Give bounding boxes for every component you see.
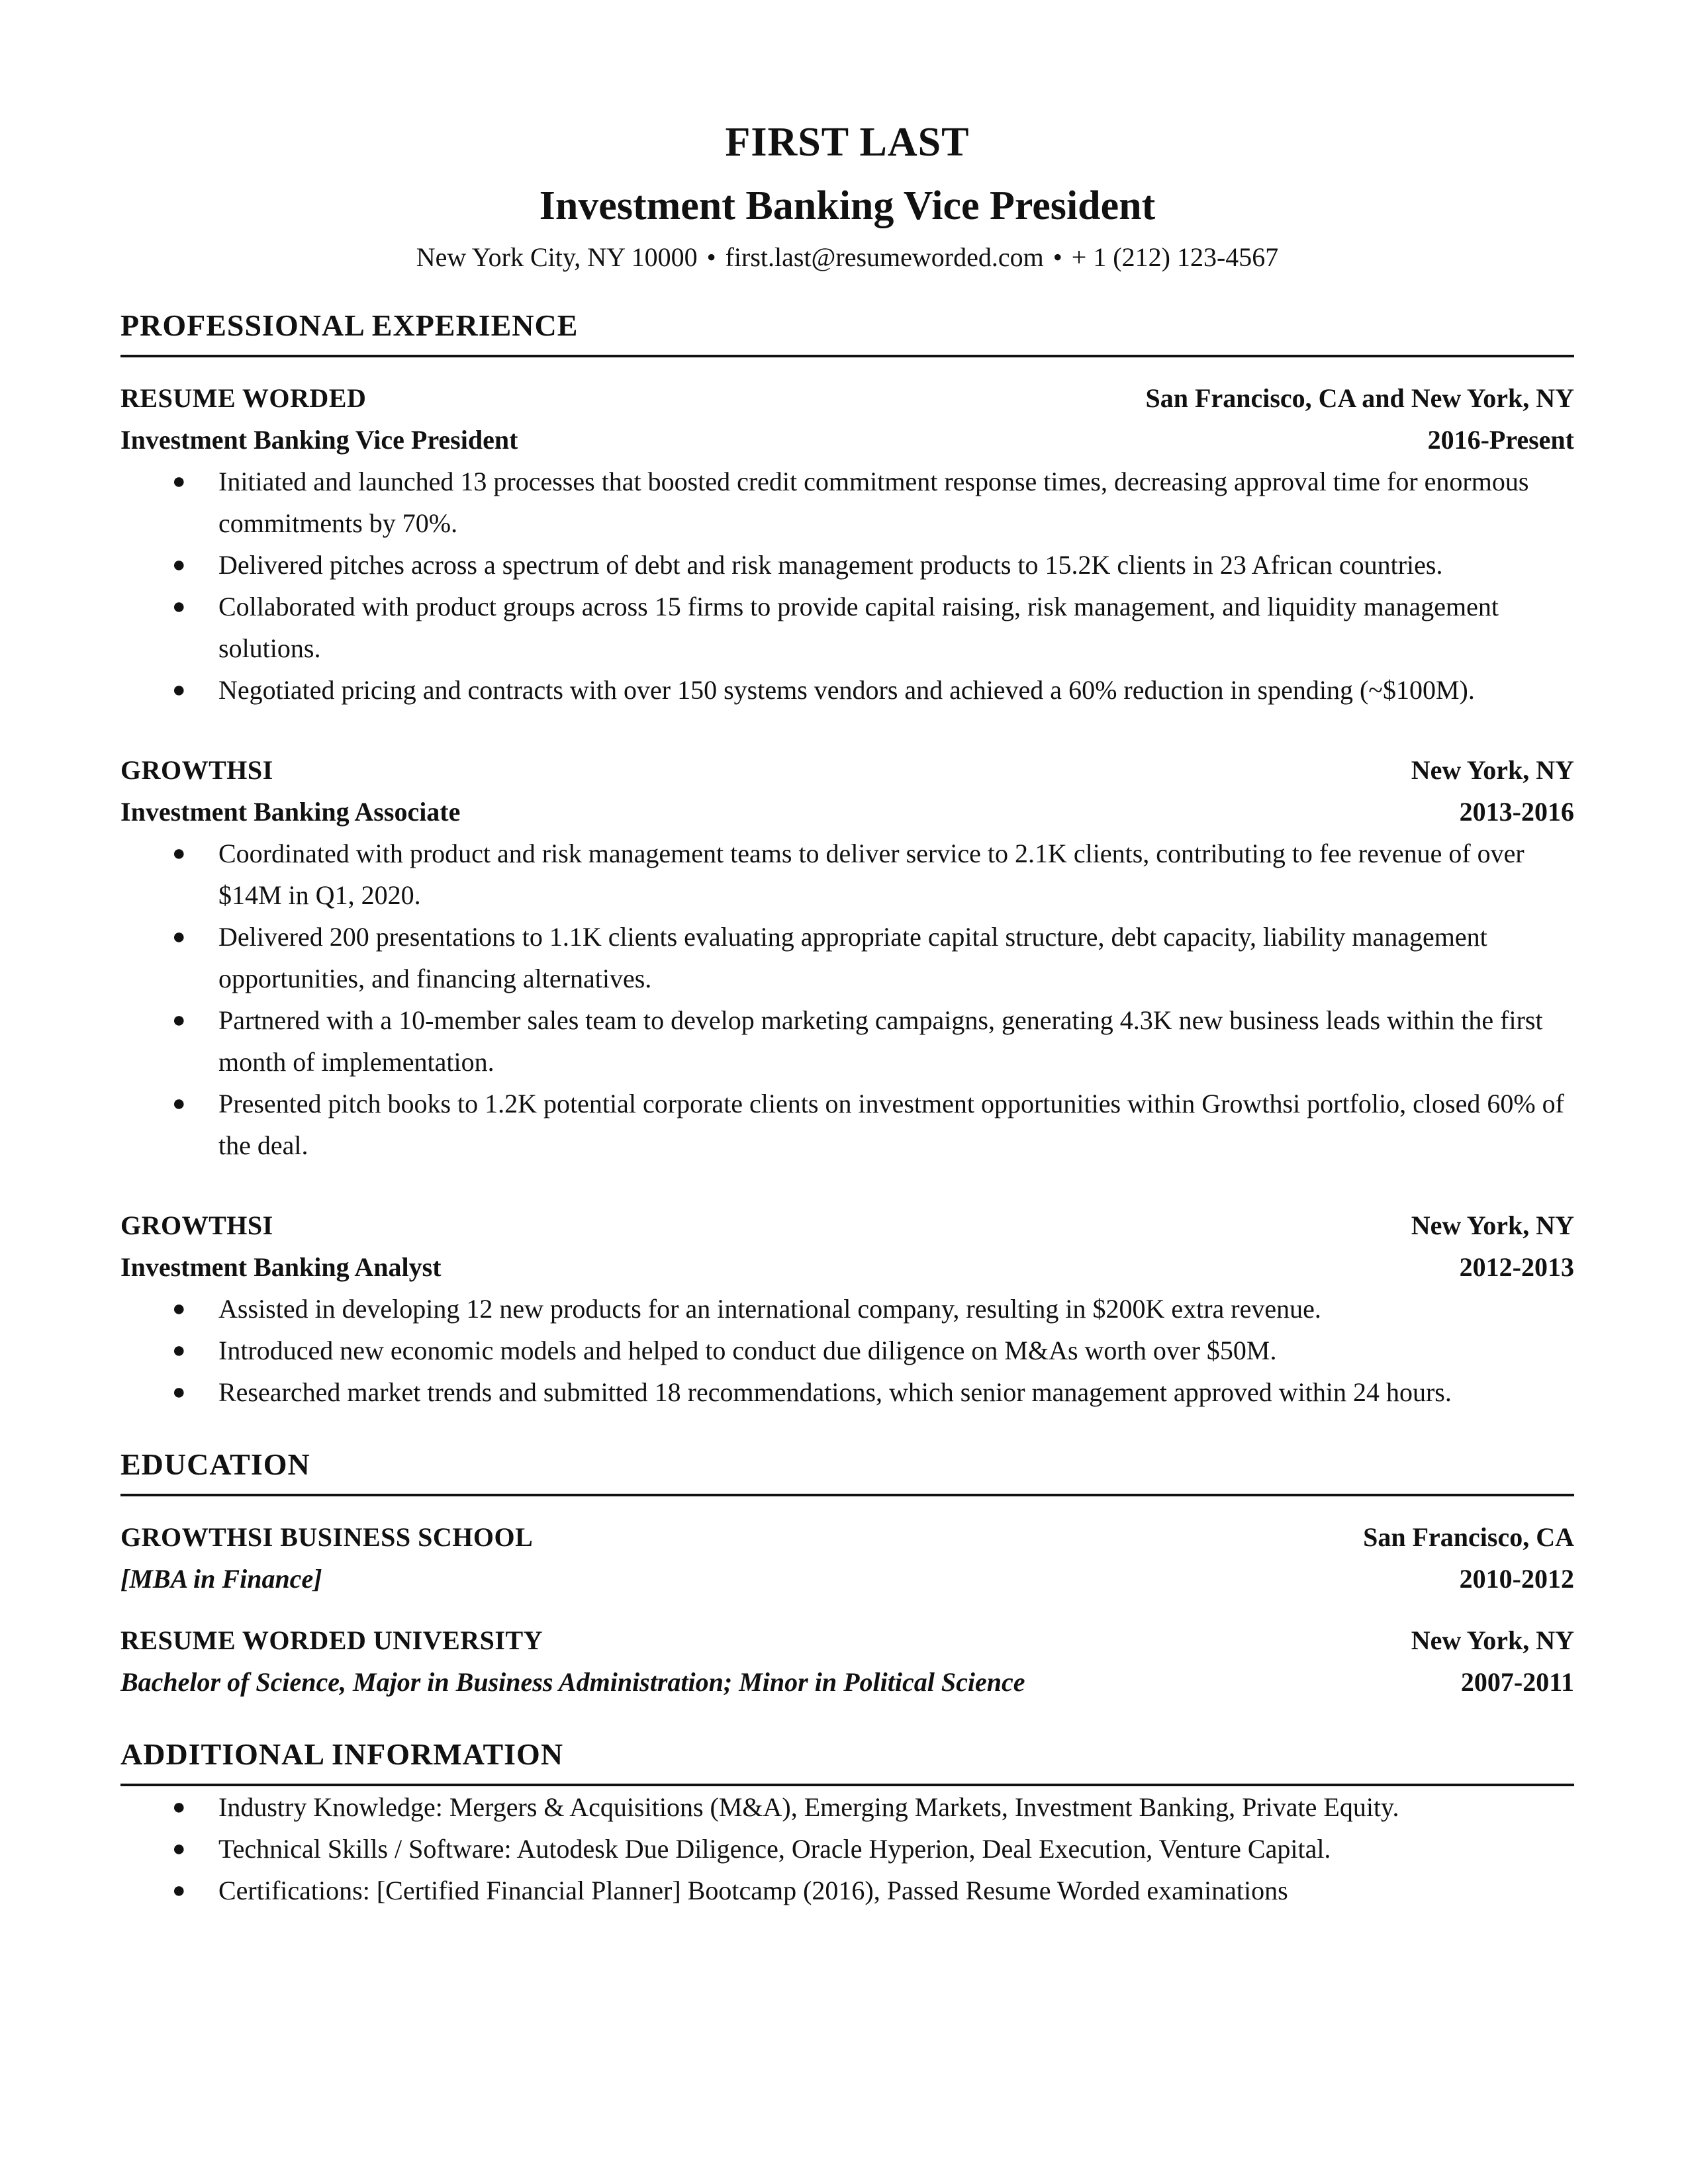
job-dates: 2013-2016 — [1459, 797, 1574, 827]
contact-phone[interactable]: + 1 (212) 123-4567 — [1071, 242, 1279, 272]
bullet-icon: ● — [172, 1008, 186, 1032]
bullet-text: Partnered with a 10-member sales team to develop marketing campaigns, generating 4.3K new business leads within the first month of implementation. — [218, 1005, 1543, 1077]
job-role: Investment Banking Associate — [120, 797, 461, 827]
bullet-icon: ● — [172, 678, 186, 702]
bullet-text: Certifications: [Certified Financial Planner] Bootcamp (2016), Passed Resume Worded examinations — [218, 1876, 1288, 1905]
bullet-text: Delivered 200 presentations to 1.1K clients evaluating appropriate capital structure, debt capacity, liability management opportunities, and financing alternatives. — [218, 922, 1487, 993]
bullet-item — [120, 999, 1574, 1083]
bullet-text: Collaborated with product groups across 15 firms to provide capital raising, risk management, and liquidity management solutions. — [218, 592, 1499, 663]
degree-name: [MBA in Finance] — [120, 1564, 322, 1594]
bullet-item — [120, 916, 1574, 999]
contact-separator: • — [706, 242, 716, 272]
bullet-text: Introduced new economic models and helped to conduct due diligence on M&As worth over $50M. — [218, 1336, 1277, 1365]
bullet-text: Initiated and launched 13 processes that boosted credit commitment response times, decreasing approval time for enormous commitments by 70%. — [218, 467, 1529, 538]
school-name: RESUME WORDED UNIVERSITY — [120, 1625, 543, 1655]
job-location: New York, NY — [1411, 1210, 1574, 1240]
degree-name: Bachelor of Science, Major in Business Administration; Minor in Political Science — [120, 1667, 1025, 1697]
bullet-item — [120, 1371, 1574, 1413]
job-bullets — [120, 833, 1574, 1166]
contact-separator: • — [1053, 242, 1062, 272]
job-role-row — [120, 791, 1574, 833]
degree-dates: 2007-2011 — [1460, 1667, 1574, 1697]
bullet-icon: ● — [172, 1091, 186, 1116]
job-company: GROWTHSI — [120, 755, 273, 785]
job-dates: 2012-2013 — [1459, 1252, 1574, 1282]
section-experience — [120, 307, 1574, 1413]
job-role: Investment Banking Analyst — [120, 1252, 442, 1282]
candidate-title: Investment Banking Vice President — [539, 183, 1156, 228]
bullet-icon: ● — [172, 1837, 186, 1861]
bullet-icon: ● — [172, 553, 186, 577]
job-bullets — [120, 1288, 1574, 1413]
bullet-icon: ● — [172, 1380, 186, 1404]
bullet-icon: ● — [172, 594, 186, 619]
bullet-item — [120, 1288, 1574, 1330]
candidate-name: FIRST LAST — [725, 120, 970, 165]
degree-row — [120, 1661, 1574, 1703]
education-entry — [120, 1516, 1574, 1600]
bullet-text: Presented pitch books to 1.2K potential corporate clients on investment opportunities within Growthsi portfolio, closed 60% of the deal. — [218, 1089, 1564, 1160]
contact-location: New York City, NY 10000 — [416, 242, 698, 272]
school-header-row — [120, 1516, 1574, 1558]
school-name: GROWTHSI BUSINESS SCHOOL — [120, 1522, 534, 1552]
bullet-item — [120, 1828, 1574, 1870]
resume-header — [120, 119, 1574, 274]
job-bullets — [120, 461, 1574, 711]
bullet-item — [120, 586, 1574, 669]
education-entry — [120, 1619, 1574, 1703]
bullet-item — [120, 669, 1574, 711]
bullet-text: Delivered pitches across a spectrum of debt and risk management products to 15.2K clients in 23 African countries. — [218, 550, 1443, 580]
bullet-icon: ● — [172, 469, 186, 494]
job-location: San Francisco, CA and New York, NY — [1145, 383, 1574, 413]
bullet-text: Coordinated with product and risk management teams to deliver service to 2.1K clients, contributing to fee revenue of over $14M in Q1, 2020. — [218, 839, 1524, 910]
job-header-row — [120, 377, 1574, 419]
job-entry — [120, 1205, 1574, 1413]
bullet-text: Negotiated pricing and contracts with over 150 systems vendors and achieved a 60% reduction in spending (~$100M). — [218, 675, 1475, 705]
section-heading-additional: ADDITIONAL INFORMATION — [120, 1736, 1574, 1786]
job-company: RESUME WORDED — [120, 383, 367, 413]
bullet-item — [120, 1330, 1574, 1371]
bullet-icon: ● — [172, 1297, 186, 1321]
bullet-icon: ● — [172, 925, 186, 949]
bullet-text: Industry Knowledge: Mergers & Acquisitions (M&A), Emerging Markets, Investment Banking, Private Equity. — [218, 1792, 1399, 1822]
additional-bullets — [120, 1786, 1574, 1911]
job-company: GROWTHSI — [120, 1210, 273, 1240]
contact-line — [120, 241, 1574, 274]
job-header-row — [120, 749, 1574, 791]
bullet-item — [120, 544, 1574, 586]
bullet-icon: ● — [172, 1878, 186, 1903]
job-role: Investment Banking Vice President — [120, 425, 518, 455]
section-additional — [120, 1736, 1574, 1911]
bullet-text: Researched market trends and submitted 18 recommendations, which senior management approved within 24 hours. — [218, 1377, 1452, 1407]
bullet-item — [120, 461, 1574, 544]
bullet-icon: ● — [172, 1338, 186, 1363]
school-location: New York, NY — [1411, 1625, 1574, 1655]
contact-email[interactable]: first.last@resumeworded.com — [725, 242, 1044, 272]
job-header-row — [120, 1205, 1574, 1246]
section-heading-education: EDUCATION — [120, 1446, 1574, 1496]
section-heading-experience: PROFESSIONAL EXPERIENCE — [120, 307, 1574, 357]
bullet-item — [120, 833, 1574, 916]
bullet-item — [120, 1083, 1574, 1166]
section-education — [120, 1446, 1574, 1703]
bullet-item — [120, 1870, 1574, 1911]
job-dates: 2016-Present — [1427, 425, 1574, 455]
bullet-text: Technical Skills / Software: Autodesk Due Diligence, Oracle Hyperion, Deal Execution, Venture Capital. — [218, 1834, 1331, 1864]
bullet-item — [120, 1786, 1574, 1828]
bullet-text: Assisted in developing 12 new products for an international company, resulting in $200K extra revenue. — [218, 1294, 1321, 1324]
job-role-row — [120, 1246, 1574, 1288]
job-role-row — [120, 419, 1574, 461]
bullet-icon: ● — [172, 841, 186, 866]
degree-row — [120, 1558, 1574, 1600]
school-location: San Francisco, CA — [1363, 1522, 1574, 1552]
degree-dates: 2010-2012 — [1459, 1564, 1574, 1594]
job-location: New York, NY — [1411, 755, 1574, 785]
bullet-icon: ● — [172, 1795, 186, 1819]
job-entry — [120, 377, 1574, 711]
school-header-row — [120, 1619, 1574, 1661]
job-entry — [120, 749, 1574, 1166]
resume-page — [120, 119, 1574, 1911]
